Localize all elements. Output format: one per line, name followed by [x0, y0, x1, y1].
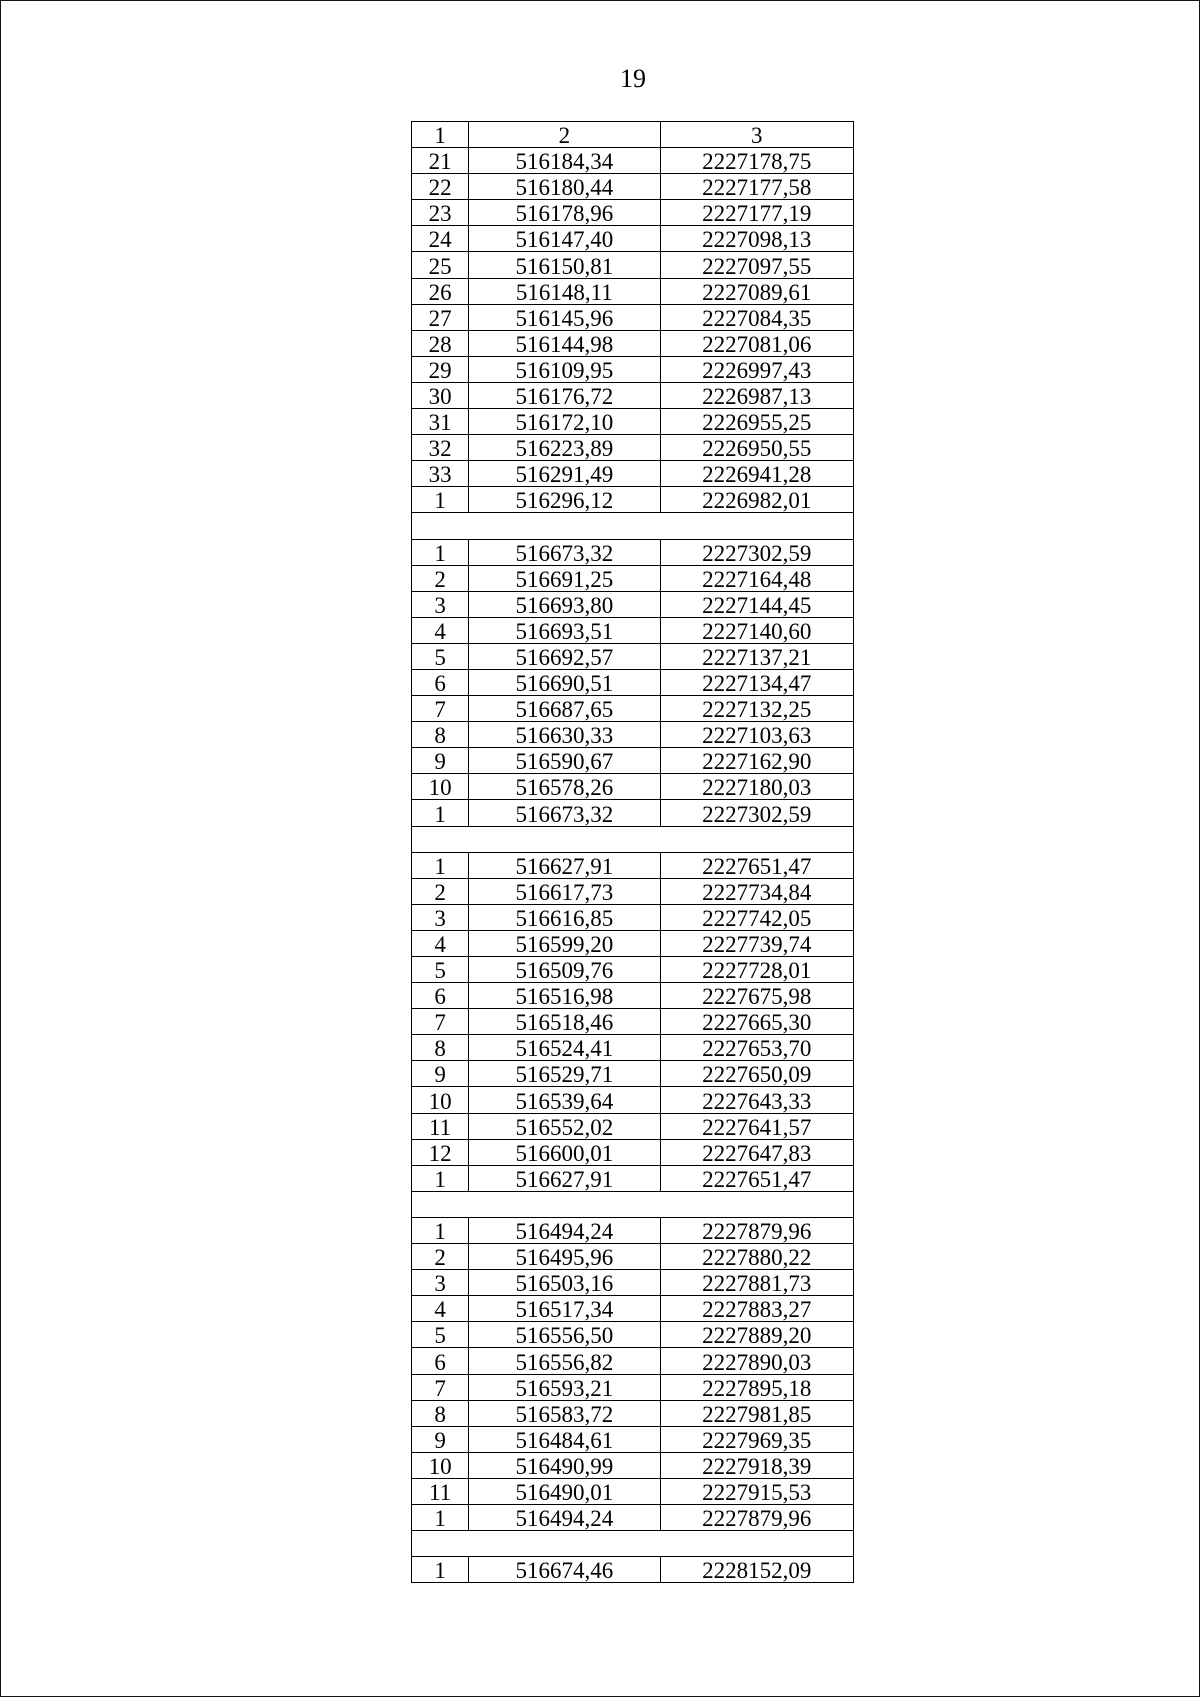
table-row: [412, 200, 854, 226]
y-coordinate-cell: 2227665,30: [660, 1009, 853, 1035]
point-number-cell: 1: [412, 1504, 469, 1530]
point-number-cell: 12: [412, 1139, 469, 1165]
y-coordinate-cell: 2227728,01: [660, 957, 853, 983]
table-row: [412, 356, 854, 382]
y-coordinate-cell: 2227302,59: [660, 539, 853, 565]
y-coordinate-cell: 2227879,96: [660, 1504, 853, 1530]
point-number-cell: 29: [412, 356, 469, 382]
x-coordinate-cell: 516600,01: [469, 1139, 660, 1165]
separator-cell: [412, 1531, 854, 1557]
table-row: [412, 174, 854, 200]
point-number-cell: 5: [412, 1322, 469, 1348]
table-row: [412, 1426, 854, 1452]
table-row: [412, 904, 854, 930]
point-number-cell: 10: [412, 1452, 469, 1478]
x-coordinate-cell: 516692,57: [469, 643, 660, 669]
table-row: [412, 330, 854, 356]
x-coordinate-cell: 516494,24: [469, 1217, 660, 1243]
x-coordinate-cell: 516495,96: [469, 1244, 660, 1270]
table-row: [412, 774, 854, 800]
x-coordinate-cell: 516627,91: [469, 1165, 660, 1191]
table-row: [412, 487, 854, 513]
x-coordinate-cell: 516578,26: [469, 774, 660, 800]
point-number-cell: 30: [412, 382, 469, 408]
x-coordinate-cell: 516691,25: [469, 565, 660, 591]
x-coordinate-cell: 516509,76: [469, 957, 660, 983]
x-coordinate-cell: 516296,12: [469, 487, 660, 513]
y-coordinate-cell: 2227889,20: [660, 1322, 853, 1348]
table-row: [412, 1139, 854, 1165]
y-coordinate-cell: 2227881,73: [660, 1270, 853, 1296]
point-number-cell: 9: [412, 748, 469, 774]
table-row: [412, 1165, 854, 1191]
x-coordinate-cell: 516180,44: [469, 174, 660, 200]
header-cell: 1: [412, 122, 469, 148]
separator-cell: [412, 513, 854, 539]
point-number-cell: 10: [412, 1087, 469, 1113]
table-row: [412, 1374, 854, 1400]
y-coordinate-cell: 2227162,90: [660, 748, 853, 774]
table-row: [412, 1400, 854, 1426]
table-row: [412, 1035, 854, 1061]
table-row: [412, 852, 854, 878]
table-row: [412, 1296, 854, 1322]
table-row: [412, 226, 854, 252]
x-coordinate-cell: 516147,40: [469, 226, 660, 252]
point-number-cell: 27: [412, 304, 469, 330]
y-coordinate-cell: 2227137,21: [660, 643, 853, 669]
point-number-cell: 6: [412, 1348, 469, 1374]
x-coordinate-cell: 516599,20: [469, 930, 660, 956]
y-coordinate-cell: 2227890,03: [660, 1348, 853, 1374]
point-number-cell: 8: [412, 1035, 469, 1061]
x-coordinate-cell: 516627,91: [469, 852, 660, 878]
y-coordinate-cell: 2226982,01: [660, 487, 853, 513]
x-coordinate-cell: 516223,89: [469, 435, 660, 461]
y-coordinate-cell: 2227089,61: [660, 278, 853, 304]
y-coordinate-cell: 2226987,13: [660, 382, 853, 408]
x-coordinate-cell: 516687,65: [469, 696, 660, 722]
x-coordinate-cell: 516630,33: [469, 722, 660, 748]
x-coordinate-cell: 516556,82: [469, 1348, 660, 1374]
x-coordinate-cell: 516524,41: [469, 1035, 660, 1061]
point-number-cell: 6: [412, 669, 469, 695]
x-coordinate-cell: 516150,81: [469, 252, 660, 278]
point-number-cell: 4: [412, 1296, 469, 1322]
y-coordinate-cell: 2227880,22: [660, 1244, 853, 1270]
y-coordinate-cell: 2227981,85: [660, 1400, 853, 1426]
table-row: [412, 643, 854, 669]
table-row: [412, 148, 854, 174]
table-row: [412, 435, 854, 461]
x-coordinate-cell: 516590,67: [469, 748, 660, 774]
table-row: [412, 1557, 854, 1583]
y-coordinate-cell: 2227084,35: [660, 304, 853, 330]
point-number-cell: 28: [412, 330, 469, 356]
table-row: [412, 957, 854, 983]
point-number-cell: 23: [412, 200, 469, 226]
point-number-cell: 2: [412, 878, 469, 904]
point-number-cell: 1: [412, 487, 469, 513]
point-number-cell: 31: [412, 409, 469, 435]
x-coordinate-cell: 516109,95: [469, 356, 660, 382]
y-coordinate-cell: 2227140,60: [660, 617, 853, 643]
table-row: [412, 800, 854, 826]
point-number-cell: 6: [412, 983, 469, 1009]
separator-cell: [412, 1191, 854, 1217]
y-coordinate-cell: 2227675,98: [660, 983, 853, 1009]
point-number-cell: 1: [412, 852, 469, 878]
table-row: [412, 1087, 854, 1113]
point-number-cell: 8: [412, 1400, 469, 1426]
y-coordinate-cell: 2227641,57: [660, 1113, 853, 1139]
table-row: [412, 1009, 854, 1035]
y-coordinate-cell: 2227134,47: [660, 669, 853, 695]
x-coordinate-cell: 516490,99: [469, 1452, 660, 1478]
y-coordinate-cell: 2227081,06: [660, 330, 853, 356]
table-row: [412, 304, 854, 330]
x-coordinate-cell: 516172,10: [469, 409, 660, 435]
table-row: [412, 1452, 854, 1478]
x-coordinate-cell: 516176,72: [469, 382, 660, 408]
y-coordinate-cell: 2227103,63: [660, 722, 853, 748]
point-number-cell: 7: [412, 696, 469, 722]
y-coordinate-cell: 2227895,18: [660, 1374, 853, 1400]
point-number-cell: 4: [412, 617, 469, 643]
x-coordinate-cell: 516517,34: [469, 1296, 660, 1322]
table-row: [412, 722, 854, 748]
table-row: [412, 382, 854, 408]
point-number-cell: 8: [412, 722, 469, 748]
x-coordinate-cell: 516516,98: [469, 983, 660, 1009]
point-number-cell: 22: [412, 174, 469, 200]
x-coordinate-cell: 516178,96: [469, 200, 660, 226]
y-coordinate-cell: 2226941,28: [660, 461, 853, 487]
x-coordinate-cell: 516539,64: [469, 1087, 660, 1113]
x-coordinate-cell: 516144,98: [469, 330, 660, 356]
y-coordinate-cell: 2227177,19: [660, 200, 853, 226]
point-number-cell: 32: [412, 435, 469, 461]
y-coordinate-cell: 2227651,47: [660, 1165, 853, 1191]
point-number-cell: 5: [412, 643, 469, 669]
y-coordinate-cell: 2227164,48: [660, 565, 853, 591]
y-coordinate-cell: 2227734,84: [660, 878, 853, 904]
x-coordinate-cell: 516503,16: [469, 1270, 660, 1296]
y-coordinate-cell: 2227651,47: [660, 852, 853, 878]
point-number-cell: 1: [412, 1217, 469, 1243]
point-number-cell: 1: [412, 1557, 469, 1583]
table-row: [412, 1217, 854, 1243]
point-number-cell: 11: [412, 1113, 469, 1139]
y-coordinate-cell: 2227653,70: [660, 1035, 853, 1061]
point-number-cell: 26: [412, 278, 469, 304]
table-row: [412, 1504, 854, 1530]
x-coordinate-cell: 516552,02: [469, 1113, 660, 1139]
y-coordinate-cell: 2228152,09: [660, 1557, 853, 1583]
x-coordinate-cell: 516148,11: [469, 278, 660, 304]
x-coordinate-cell: 516583,72: [469, 1400, 660, 1426]
table-row: [412, 1348, 854, 1374]
x-coordinate-cell: 516673,32: [469, 539, 660, 565]
y-coordinate-cell: 2226955,25: [660, 409, 853, 435]
point-number-cell: 3: [412, 904, 469, 930]
x-coordinate-cell: 516693,80: [469, 591, 660, 617]
page-number: 19: [620, 64, 646, 93]
point-number-cell: 1: [412, 800, 469, 826]
group-separator-row: [412, 826, 854, 852]
table-row: [412, 252, 854, 278]
table-row: [412, 878, 854, 904]
table-row: [412, 539, 854, 565]
y-coordinate-cell: 2227918,39: [660, 1452, 853, 1478]
point-number-cell: 24: [412, 226, 469, 252]
table-header-row: [412, 122, 854, 148]
table-row: [412, 461, 854, 487]
y-coordinate-cell: 2227650,09: [660, 1061, 853, 1087]
table-row: [412, 983, 854, 1009]
y-coordinate-cell: 2227178,75: [660, 148, 853, 174]
x-coordinate-cell: 516145,96: [469, 304, 660, 330]
x-coordinate-cell: 516484,61: [469, 1426, 660, 1452]
table-row: [412, 1478, 854, 1504]
y-coordinate-cell: 2227098,13: [660, 226, 853, 252]
point-number-cell: 9: [412, 1426, 469, 1452]
y-coordinate-cell: 2227180,03: [660, 774, 853, 800]
y-coordinate-cell: 2227647,83: [660, 1139, 853, 1165]
group-separator-row: [412, 513, 854, 539]
x-coordinate-cell: 516494,24: [469, 1504, 660, 1530]
group-separator-row: [412, 1191, 854, 1217]
x-coordinate-cell: 516617,73: [469, 878, 660, 904]
x-coordinate-cell: 516673,32: [469, 800, 660, 826]
point-number-cell: 10: [412, 774, 469, 800]
coordinates-table-body: [412, 122, 854, 1583]
table-row: [412, 565, 854, 591]
x-coordinate-cell: 516556,50: [469, 1322, 660, 1348]
point-number-cell: 2: [412, 1244, 469, 1270]
table-row: [412, 696, 854, 722]
y-coordinate-cell: 2227969,35: [660, 1426, 853, 1452]
table-row: [412, 278, 854, 304]
point-number-cell: 3: [412, 591, 469, 617]
table-row: [412, 1113, 854, 1139]
y-coordinate-cell: 2227643,33: [660, 1087, 853, 1113]
y-coordinate-cell: 2227144,45: [660, 591, 853, 617]
table-row: [412, 1322, 854, 1348]
x-coordinate-cell: 516184,34: [469, 148, 660, 174]
point-number-cell: 9: [412, 1061, 469, 1087]
x-coordinate-cell: 516518,46: [469, 1009, 660, 1035]
point-number-cell: 1: [412, 539, 469, 565]
x-coordinate-cell: 516616,85: [469, 904, 660, 930]
group-separator-row: [412, 1531, 854, 1557]
table-row: [412, 930, 854, 956]
table-row: [412, 1061, 854, 1087]
y-coordinate-cell: 2227177,58: [660, 174, 853, 200]
y-coordinate-cell: 2227879,96: [660, 1217, 853, 1243]
y-coordinate-cell: 2227739,74: [660, 930, 853, 956]
point-number-cell: 5: [412, 957, 469, 983]
table-row: [412, 617, 854, 643]
y-coordinate-cell: 2227097,55: [660, 252, 853, 278]
table-row: [412, 409, 854, 435]
y-coordinate-cell: 2226997,43: [660, 356, 853, 382]
separator-cell: [412, 826, 854, 852]
x-coordinate-cell: 516690,51: [469, 669, 660, 695]
table-row: [412, 1270, 854, 1296]
table-row: [412, 1244, 854, 1270]
y-coordinate-cell: 2226950,55: [660, 435, 853, 461]
y-coordinate-cell: 2227132,25: [660, 696, 853, 722]
y-coordinate-cell: 2227883,27: [660, 1296, 853, 1322]
table-row: [412, 591, 854, 617]
x-coordinate-cell: 516693,51: [469, 617, 660, 643]
point-number-cell: 21: [412, 148, 469, 174]
x-coordinate-cell: 516291,49: [469, 461, 660, 487]
point-number-cell: 2: [412, 565, 469, 591]
header-cell: 3: [660, 122, 853, 148]
point-number-cell: 11: [412, 1478, 469, 1504]
x-coordinate-cell: 516490,01: [469, 1478, 660, 1504]
y-coordinate-cell: 2227742,05: [660, 904, 853, 930]
point-number-cell: 33: [412, 461, 469, 487]
point-number-cell: 3: [412, 1270, 469, 1296]
point-number-cell: 7: [412, 1374, 469, 1400]
header-cell: 2: [469, 122, 660, 148]
x-coordinate-cell: 516593,21: [469, 1374, 660, 1400]
table-row: [412, 748, 854, 774]
point-number-cell: 25: [412, 252, 469, 278]
y-coordinate-cell: 2227915,53: [660, 1478, 853, 1504]
point-number-cell: 4: [412, 930, 469, 956]
y-coordinate-cell: 2227302,59: [660, 800, 853, 826]
x-coordinate-cell: 516674,46: [469, 1557, 660, 1583]
point-number-cell: 7: [412, 1009, 469, 1035]
table-row: [412, 669, 854, 695]
point-number-cell: 1: [412, 1165, 469, 1191]
coordinates-table: [411, 121, 854, 1583]
x-coordinate-cell: 516529,71: [469, 1061, 660, 1087]
